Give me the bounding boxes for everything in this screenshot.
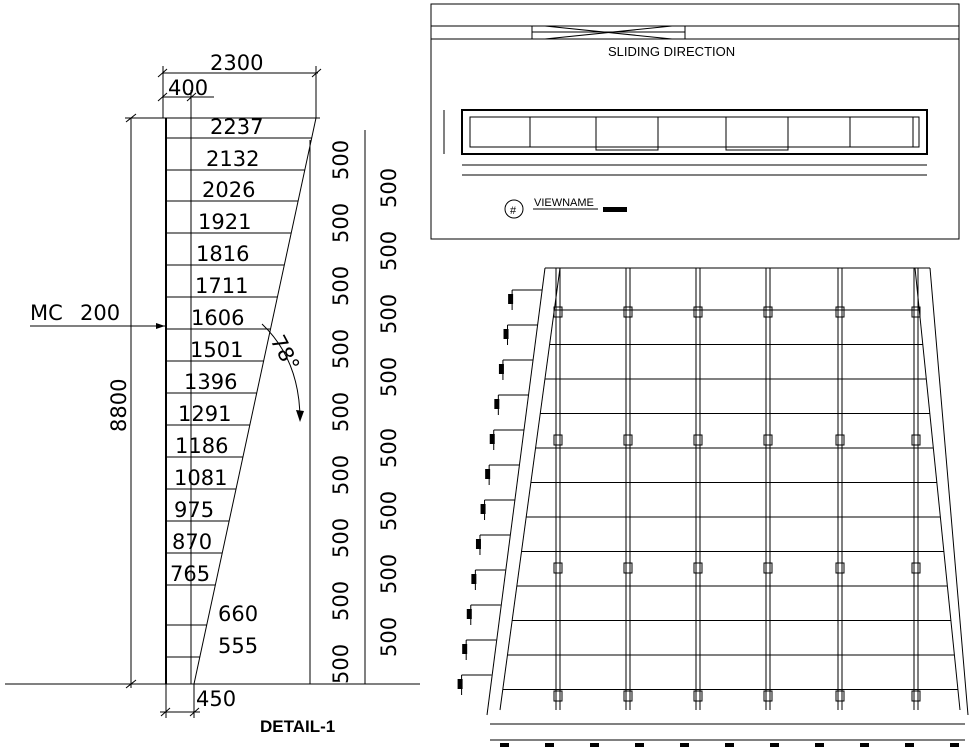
clamp-block: [554, 691, 562, 701]
width-callout: 1396: [184, 370, 238, 394]
step-bracket: [471, 605, 501, 625]
bracket-bolt: [504, 329, 509, 339]
spacing-label-outer: 500: [377, 490, 401, 531]
bracket-bolt: [481, 504, 486, 514]
step-bracket: [494, 430, 524, 450]
dimension-tick: [950, 743, 959, 747]
spacing-label-outer: 500: [377, 553, 401, 594]
clamp-block: [694, 563, 702, 573]
bracket-bolt: [490, 434, 495, 444]
inner-width-label: 400: [168, 76, 209, 100]
sliding-direction-label: SLIDING DIRECTION: [608, 44, 736, 59]
clamp-block: [624, 307, 632, 317]
width-callout: 975: [174, 498, 215, 522]
clamp-block: [764, 435, 772, 445]
dimension-tick: [500, 743, 509, 747]
clamp-block: [764, 307, 772, 317]
clamp-block: [554, 435, 562, 445]
width-callout: 1081: [174, 466, 228, 490]
clamp-block: [912, 563, 920, 573]
mc-value: 200: [80, 301, 121, 325]
height-label: 8800: [107, 378, 131, 432]
width-callout: 2237: [210, 115, 264, 139]
spacing-label-outer: 500: [377, 427, 401, 468]
angle-label: 78°: [265, 331, 305, 376]
spacing-label-inner: 500: [329, 265, 353, 306]
dimension-tick: [905, 743, 914, 747]
top-width-label: 2300: [210, 51, 264, 75]
bracket-bolt: [508, 294, 513, 304]
clamp-block: [912, 435, 920, 445]
clamp-block: [694, 307, 702, 317]
viewname-label: VIEWNAME: [534, 197, 594, 209]
slope-line: [194, 118, 316, 684]
dimension-tick: [815, 743, 824, 747]
mc-label: MC: [30, 301, 63, 325]
dimension-tick: [860, 743, 869, 747]
clamp-block: [694, 691, 702, 701]
dimension-tick: [725, 743, 734, 747]
width-callout: 1921: [198, 210, 252, 234]
width-callout: 1501: [190, 338, 244, 362]
clamp-block: [694, 435, 702, 445]
step-bracket: [462, 675, 492, 695]
clamp-block: [554, 563, 562, 573]
spacing-label-inner: 500: [329, 517, 353, 558]
formwork-elevation: [487, 268, 968, 740]
spacing-label-inner: 500: [329, 391, 353, 432]
dimension-tick: [590, 743, 599, 747]
width-callout: 1606: [191, 306, 245, 330]
spacing-label-outer: 500: [377, 167, 401, 208]
spacing-label-outer: 500: [377, 230, 401, 271]
bracket-bolt: [462, 644, 467, 654]
spacing-label-inner: 500: [329, 328, 353, 369]
spacing-label-inner: 500: [329, 139, 353, 180]
step-bracket: [512, 290, 542, 310]
spacing-label-inner: 500: [329, 202, 353, 243]
width-callout: 2132: [206, 147, 260, 171]
bracket-bolt: [494, 399, 499, 409]
step-bracket: [475, 570, 505, 590]
dimension-tick: [545, 743, 554, 747]
bottom-width-label: 450: [196, 687, 237, 711]
width-callout: 2026: [202, 178, 256, 202]
clamp-block: [836, 435, 844, 445]
clamp-block: [836, 307, 844, 317]
spacing-label-inner: 500: [329, 580, 353, 621]
detail-title: DETAIL-1: [260, 717, 336, 736]
spacing-label-inner: 500: [329, 454, 353, 495]
width-callout: 765: [170, 562, 211, 586]
step-bracket: [480, 535, 510, 555]
clamp-block: [836, 563, 844, 573]
clamp-block: [912, 691, 920, 701]
step-bracket: [466, 640, 496, 660]
bracket-bolt: [458, 679, 463, 689]
clamp-block: [624, 691, 632, 701]
sliding-plan: [431, 4, 959, 239]
step-bracket: [489, 465, 519, 485]
clamp-block: [554, 307, 562, 317]
width-callout: 870: [172, 530, 213, 554]
spacing-label-outer: 500: [377, 616, 401, 657]
width-callout: 1186: [175, 434, 229, 458]
dimension-tick: [635, 743, 644, 747]
formwork-grid: [458, 268, 962, 747]
bracket-bolt: [471, 574, 476, 584]
width-callout: 1711: [195, 274, 249, 298]
width-callout: 660: [218, 602, 259, 626]
detail-rows: [166, 115, 401, 684]
clamp-block: [764, 563, 772, 573]
clamp-block: [836, 691, 844, 701]
dimension-tick: [770, 743, 779, 747]
view-symbol: #: [510, 205, 517, 217]
step-bracket: [485, 500, 515, 520]
step-bracket: [503, 360, 533, 380]
step-bracket: [508, 325, 538, 345]
width-callout: 1291: [178, 402, 232, 426]
bracket-bolt: [467, 609, 472, 619]
clamp-block: [624, 435, 632, 445]
bracket-bolt: [476, 539, 481, 549]
width-callout: 555: [218, 634, 259, 658]
spacing-label-outer: 500: [377, 356, 401, 397]
clamp-block: [624, 563, 632, 573]
bracket-bolt: [485, 469, 490, 479]
width-callout: 1816: [196, 242, 250, 266]
bracket-bolt: [499, 364, 504, 374]
dimension-tick: [680, 743, 689, 747]
spacing-label-outer: 500: [377, 293, 401, 334]
clamp-block: [764, 691, 772, 701]
spacing-label-inner: 500: [329, 643, 353, 684]
step-bracket: [498, 395, 528, 415]
